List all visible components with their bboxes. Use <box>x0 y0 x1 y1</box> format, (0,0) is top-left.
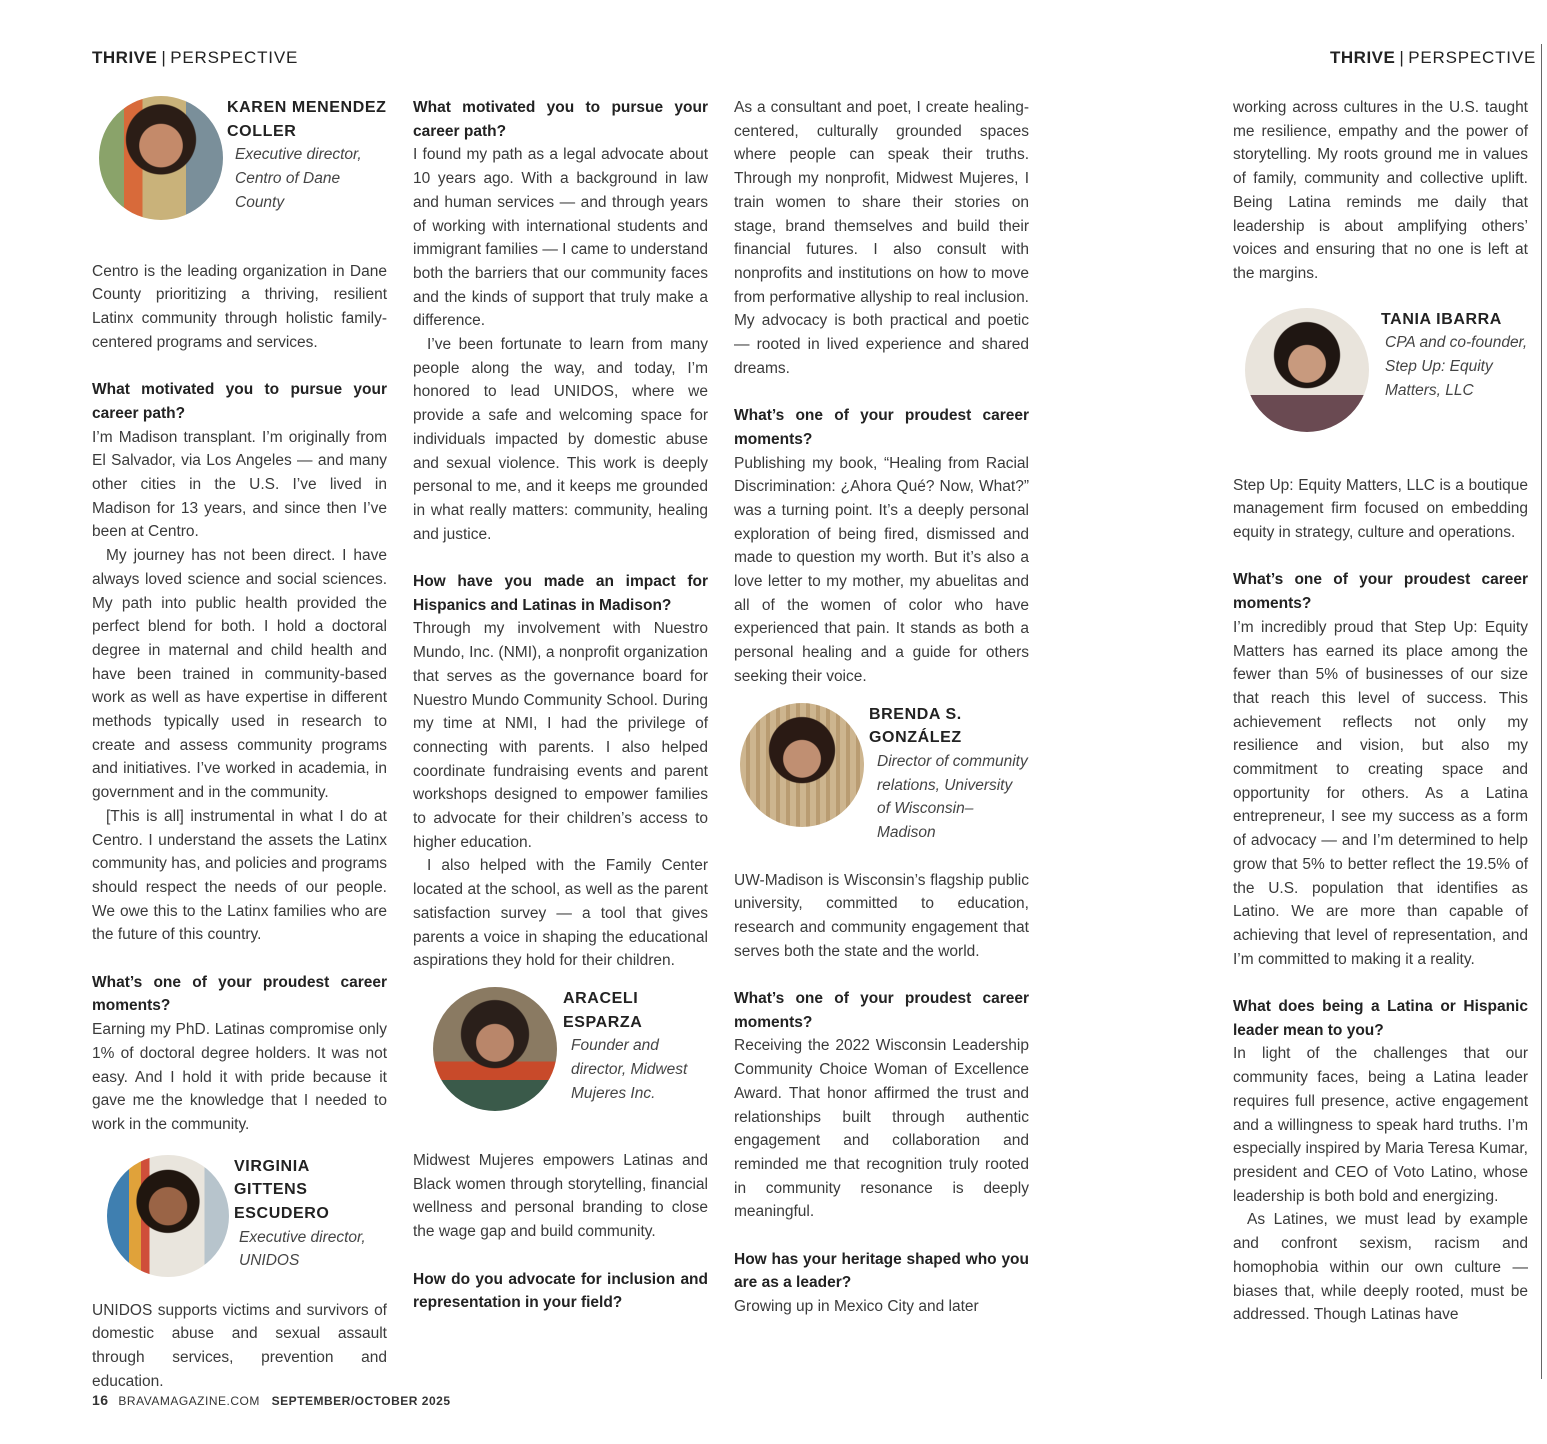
footer-date: SEPTEMBER/OCTOBER 2025 <box>271 1394 451 1408</box>
answer-paragraph: As Latines, we must lead by example and confront sexism, racism and homophobia within our own culture — biases that, while deeply rooted, must be addressed. Though Latinas have <box>1233 1211 1528 1324</box>
karen-portrait <box>99 96 223 220</box>
araceli-title: Founder and director, Midwest Mujeres Inc. <box>571 1037 688 1102</box>
answer-paragraph: working across cultures in the U.S. taught me resilience, empathy and the power of storytelling. My roots ground me in values of family, community and collective uplift. Being Latina reminds me daily that leadership is about amplifying others’ voices and ensuring that no one is left at the margins. <box>1233 99 1528 282</box>
answer-paragraph: I found my path as a legal advocate about 10 years ago. With a background in law and human services — and through years of working with international students and immigrant families — I came to understand both the barriers that our community faces and the kinds of support that truly make a difference. <box>413 146 708 330</box>
virginia-portrait <box>107 1155 229 1277</box>
tania-title: CPA and co-founder, Step Up: Equity Matters, LLC <box>1385 334 1528 399</box>
question-heading: What motivated you to pursue your career path? <box>92 381 387 422</box>
profile-araceli <box>413 987 708 1149</box>
question-heading: What does being a Latina or Hispanic leader mean to you? <box>1233 998 1528 1039</box>
answer-paragraph: Growing up in Mexico City and later <box>734 1298 979 1316</box>
page-footer <box>92 1392 451 1408</box>
tania-info <box>1381 308 1528 403</box>
answer-paragraph: Receiving the 2022 Wisconsin Leadership Community Choice Woman of Excellence Award. That honor affirmed the trust and relationships built through authentic engagement and collaboration and reminded me that recognition truly rooted in community resonance is deeply meaningful. <box>734 1037 1029 1221</box>
answer-paragraph: I’m Madison transplant. I’m originally from El Salvador, via Los Angeles — and many other cities in the U.S. I’ve lived in Madison for 13 years, and since then I’ve been at Centro. <box>92 428 387 541</box>
question-heading: What’s one of your proudest career moments? <box>734 990 1029 1031</box>
brenda-info <box>869 703 1029 845</box>
profile-karen <box>92 96 387 236</box>
page-edge-rule <box>1541 44 1542 1379</box>
karen-title: Executive director, Centro of Dane County <box>235 146 362 211</box>
araceli-info <box>563 987 708 1106</box>
answer-paragraph: Publishing my book, “Healing from Racial Discrimination: ¿Ahora Qué? Now, What?” was a turning point. It’s a deeply personal exploration of being fired, dismissed and made to question my worth. But it’s also a love letter to my mother, my abuelitas and all of the women of color who have experienced that pain. It stands as both a personal healing and a guide for others seeking their voice. <box>734 454 1029 685</box>
header-section: PERSPECTIVE <box>170 48 299 67</box>
answer-paragraph: I’ve been fortunate to learn from many people along the way, and today, I’m honored to lead UNIDOS, where we provide a safe and welcoming space for individuals impacted by domestic abuse and sexual violence. This work is deeply personal to me, and it keeps me grounded in what really matters: community, healing and justice. <box>413 336 708 543</box>
virginia-info <box>234 1155 384 1274</box>
answer-paragraph: In light of the challenges that our community faces, being a Latina leader requires full presence, active engagement and a willingness to speak hard truths. I’m especially inspired by Maria Teresa Kumar, president and CEO of Voto Latino, whose leadership is both bold and energizing. <box>1233 1045 1528 1205</box>
profile-tania <box>1233 308 1528 474</box>
question-heading: What motivated you to pursue your career path? <box>413 99 708 140</box>
footer-site: BRAVAMAGAZINE.COM <box>118 1394 260 1408</box>
virginia-title: Executive director, UNIDOS <box>239 1228 366 1270</box>
column-3 <box>734 96 1029 1319</box>
column-1 <box>92 96 387 1393</box>
step-up-description: Step Up: Equity Matters, LLC is a boutique management firm focused on embedding equity in strategy, culture and operations. <box>1233 476 1528 542</box>
column-4 <box>1233 96 1528 1327</box>
question-heading: How do you advocate for inclusion and representation in your field? <box>413 1270 708 1312</box>
header-section: PERSPECTIVE <box>1408 48 1537 67</box>
running-header-left <box>92 48 298 68</box>
answer-paragraph: Through my involvement with Nuestro Mundo, Inc. (NMI), a nonprofit organization that serves as the governance board for Nuestro Mundo Community School. During my time at NMI, I had the privilege of connecting with parents. I also helped coordinate fundraising events and parent workshops designed to empower families to advocate for their children’s access to higher education. <box>413 620 708 851</box>
centro-description: Centro is the leading organization in Dane County prioritizing a thriving, resilient Latinx community through holistic family-centered programs and services. <box>92 262 387 351</box>
uw-madison-description: UW-Madison is Wisconsin’s flagship public university, committed to education, research and community engagement that serves both the state and the world. <box>734 871 1029 960</box>
header-separator: | <box>1399 48 1405 67</box>
header-brand: THRIVE <box>92 48 158 67</box>
question-heading: How have you made an impact for Hispanics and Latinas in Madison? <box>413 573 708 614</box>
page-number: 16 <box>92 1392 109 1408</box>
header-separator: | <box>161 48 167 67</box>
answer-paragraph: I’m incredibly proud that Step Up: Equity Matters has earned its place among the fewer than 5% of businesses of our size that reach this level of success. This achievement reflects not only my resilience and vision, but also my commitment to creating space and opportunity for others. As a Latina entrepreneur, I see my success as a form of advocacy — and I’m determined to help grow that 5% to better reflect the 19.5% of the U.S. population that identifies as Latino. We are more than capable of achieving that level of representation, and I’m committed to making it a reality. <box>1233 618 1528 968</box>
profile-virginia <box>92 1149 387 1299</box>
araceli-name: ARACELI ESPARZA <box>563 990 643 1031</box>
midwest-mujeres-description: Midwest Mujeres empowers Latinas and Black women through storytelling, financial wellness and personal branding to close the wage gap and build community. <box>413 1152 708 1241</box>
column-2 <box>413 96 708 1315</box>
tania-portrait <box>1245 308 1369 432</box>
brenda-title: Director of community relations, University of Wisconsin–Madison <box>877 752 1028 842</box>
karen-info <box>227 96 387 215</box>
unidos-description: UNIDOS supports victims and survivors of domestic abuse and sexual assault through services, prevention and education. <box>92 1301 387 1390</box>
question-heading: What’s one of your proudest career moments? <box>92 973 387 1015</box>
answer-paragraph: I also helped with the Family Center located at the school, as well as the parent satisfaction survey — a tool that gives parents a voice in shaping the educational aspirations they hold for their children. <box>413 857 708 970</box>
question-heading: What’s one of your proudest career moments? <box>1233 571 1528 613</box>
question-heading: How has your heritage shaped who you are as a leader? <box>734 1250 1029 1292</box>
answer-paragraph: Earning my PhD. Latinas compromise only 1% of doctoral degree holders. It was not easy. And I hold it with pride because it gave me the knowledge that I needed to work in the community. <box>92 1021 387 1133</box>
profile-brenda <box>734 703 1029 869</box>
araceli-portrait <box>433 987 557 1111</box>
question-heading: What’s one of your proudest career moments? <box>734 407 1029 448</box>
brenda-name: BRENDA S. GONZÁLEZ <box>869 705 962 747</box>
karen-name: KAREN MENENDEZ COLLER <box>227 99 387 140</box>
tania-name: TANIA IBARRA <box>1381 310 1502 328</box>
header-brand: THRIVE <box>1330 48 1396 67</box>
running-header-right <box>1330 48 1536 68</box>
virginia-name: VIRGINIA GITTENS ESCUDERO <box>234 1157 330 1223</box>
answer-paragraph: My journey has not been direct. I have always loved science and social sciences. My path into public health provided the perfect blend for both. I hold a doctoral degree in maternal and child health and have been trained in community-based work as well as have expertise in different methods typically used in research to create and assess community programs and initiatives. I’ve worked in academia, in government and in the community. <box>92 547 387 802</box>
answer-paragraph: [This is all] instrumental in what I do at Centro. I understand the assets the Latinx community has, and policies and programs should respect the needs of our people. We owe this to the Latinx families who are the future of this country. <box>92 807 387 944</box>
answer-paragraph: As a consultant and poet, I create healing-centered, culturally grounded spaces where people can speak their truths. Through my nonprofit, Midwest Mujeres, I train women to share their stories on stage, brand themselves and build their financial futures. I also consult with nonprofits and institutions on how to move from performative allyship to real inclusion. My advocacy is both practical and poetic — rooted in lived experience and shared dreams. <box>734 99 1029 377</box>
brenda-portrait <box>740 703 864 827</box>
